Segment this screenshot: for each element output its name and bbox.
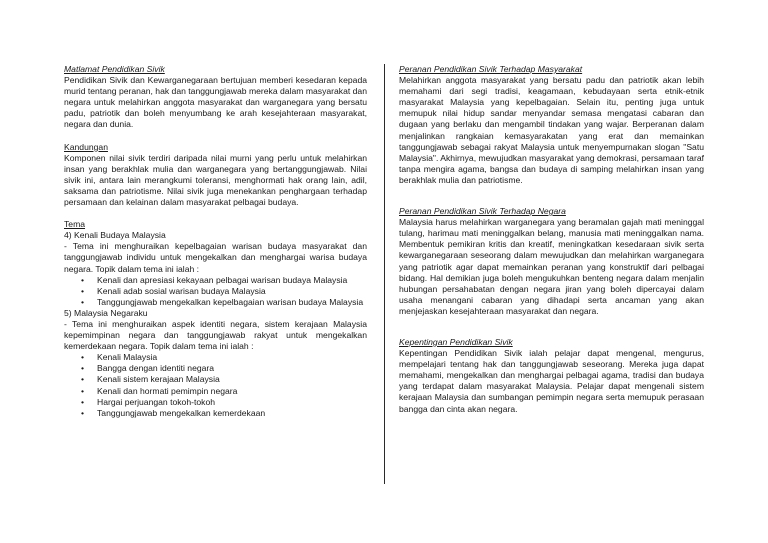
kepentingan-heading: Kepentingan Pendidikan Sivik (399, 336, 513, 347)
tema-4-title: 4) Kenali Budaya Malaysia (64, 230, 166, 241)
list-item: • Tanggungjawab mengekalkan kepelbagaian warisan budaya Malaysia (97, 297, 367, 308)
list-item: • Tanggungjawab mengekalkan kemerdekaan (97, 408, 367, 419)
tema-5-text: - Tema ini menghuraikan aspek identiti negara, sistem kerajaan Malaysia kepemimpinan negara dan tanggungjawab rakyat untuk mengekalkan kemerdekaan negara. Topik dalam tema ini ialah : (64, 318, 367, 352)
list-item: • Bangga dengan identiti negara (97, 363, 367, 374)
matlamat-heading: Matlamat Pendidikan Sivik (64, 64, 165, 74)
tema-5-list (64, 352, 367, 419)
right-column (399, 64, 704, 415)
peranan-masyarakat-heading: Peranan Pendidikan Sivik Terhadap Masyarakat (399, 64, 583, 74)
peranan-negara-text: Malaysia harus melahirkan warganegara yang beramalan gajah mati meninggal tulang, harimau mati meninggalkan belang, manusia mati meninggalkan nama. Membentuk pemikiran kritis dan kreatif, meningkatkan kesedaraan sivik serta kewarganegaraan seseorang dalam mewujudkan dan melahirkan warganegara yang patriotik agar dapat memainkan peranan yang konstruktif dari pelbagai bidang. Hal demikian juga boleh mengukuhkan benteng negara dalam menjalin hubungan persahabatan dengan negara jiran yang boleh dipercayai dalam usaha menangani cabaran yang dihadapi serta ancaman yang akan menjejaskan kesejahteraan masyarakat dan negara. (399, 217, 704, 316)
list-item: • Kenali dan hormati pemimpin negara (97, 386, 367, 397)
tema-5-title: 5) Malaysia Negaraku (64, 307, 148, 318)
peranan-masyarakat-text: Melahirkan anggota masyarakat yang bersatu padu dan patriotik akan lebih memahami dari segi tradisi, keagamaan, kebudayaan serta etnik-etnik masyarakat Malaysia yang kepelbagaian. Selain itu, penting juga untuk memupuk nilai hidup sandar menyandar semasa mengatasi cabaran dan dugaan yang berlaku dan mengambil tindakan yang wajar. Berperanan dalam menjalinkan rangkaian kemasyarakatan yang erat dan memainkan tanggungjawab sebagai rakyat Malaysia untuk menyempurnakan slogan "Satu Malaysia". Akhirnya, mewujudkan masyarakat yang demokrasi, persamaan taraf tanpa mengira agama, bangsa dan budaya di samping melahirkan insan yang berakhlak mulia dan patriotisme. (399, 75, 704, 185)
list-item: • Kenali dan apresiasi kekayaan pelbagai warisan budaya Malaysia (97, 275, 367, 286)
left-column (64, 64, 367, 419)
matlamat-text: Pendidikan Sivik dan Kewarganegaraan bertujuan memberi kesedaran kepada murid tentang peranan, hak dan tanggungjawab mereka dalam masyarakat dan negara untuk melahirkan anggota masyarakat dan warganegara yang bersatu padu, patriotik dan boleh menyumbang ke arah kesejahteraan masyarakat, negara dan dunia. (64, 75, 367, 130)
column-divider (384, 64, 385, 484)
list-item: • Hargai perjuangan tokoh-tokoh (97, 397, 367, 408)
list-item: • Kenali sistem kerajaan Malaysia (97, 374, 367, 385)
peranan-negara-heading: Peranan Pendidikan Sivik Terhadap Negara (399, 206, 566, 217)
tema-4-list (64, 275, 367, 308)
list-item: • Kenali adab sosial warisan budaya Malaysia (97, 286, 367, 297)
tema-4-text: - Tema ini menghuraikan kepelbagaian warisan budaya masyarakat dan tanggungjawab individu untuk mengekalkan dan menghargai warisa budaya negara. Topik dalam tema ini ialah : (64, 241, 367, 274)
tema-heading: Tema (64, 219, 86, 230)
list-item: • Kenali Malaysia (97, 352, 367, 363)
kandungan-heading: Kandungan (64, 141, 108, 152)
kandungan-text: Komponen nilai sivik terdiri daripada nilai murni yang perlu untuk melahirkan insan yang berakhlak mulia dan warganegara yang bertanggungjawab. Nilai sivik ini, antara lain merangkumi toleransi, menghormati hak orang lain, adil, saksama dan patriotisme. Nilai sivik juga menekankan penghargaan terhadap persamaan dan kelainan dalam masyarakat pelbagai budaya. (64, 152, 367, 208)
kepentingan-text: Kepentingan Pendidikan Sivik ialah pelajar dapat mengenal, mengurus, mempelajari tentang hak dan tanggungjawab seseorang. Mereka juga dapat memahami, mengekalkan dan menghargai pelbagai agama, tradisi dan budaya yang terdapat dalam masyarakat Malaysia. Pelajar dapat mengenali sistem kerajaan Malaysia dan sumbangan pemimpin negara serta memupuk perasaan bangga dan cinta akan negara. (399, 348, 704, 414)
